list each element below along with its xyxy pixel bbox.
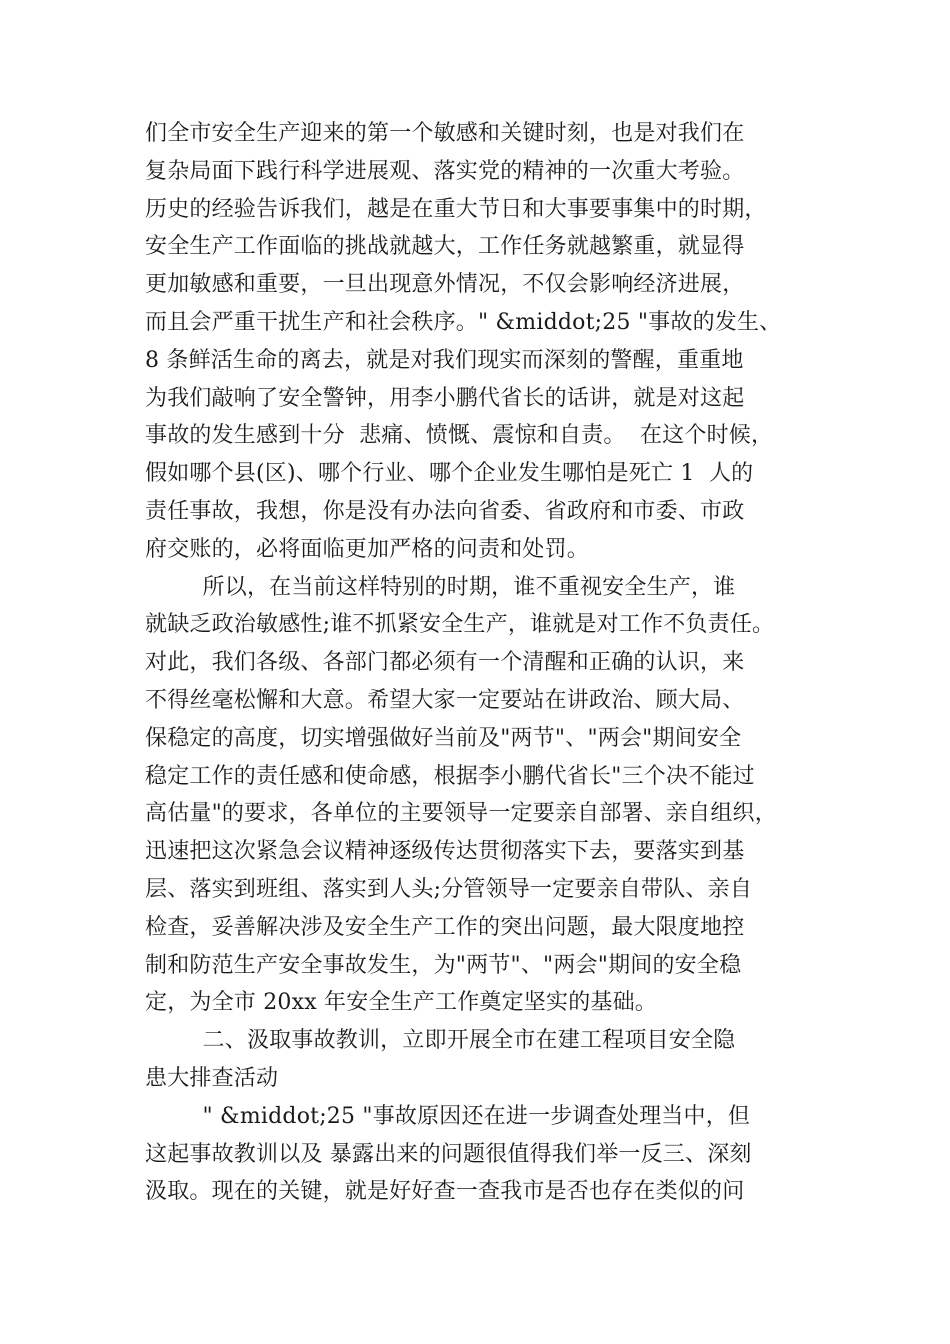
text-line: 保稳定的高度，切实增强做好当前及"两节"、"两会"期间安全 xyxy=(145,725,742,751)
text-line: 历史的经验告诉我们，越是在重大节日和大事要事集中的时期， xyxy=(145,196,767,222)
body-text xyxy=(145,115,845,1211)
text-line: 们全市安全生产迎来的第一个敏感和关键时刻，也是对我们在 xyxy=(145,121,745,146)
text-line: 所以，在当前这样特别的时期，谁不重视安全生产，谁 xyxy=(145,574,736,600)
text-line: 复杂局面下践行科学进展观、落实党的精神的一次重大考验。 xyxy=(145,158,745,184)
text-line: 为我们敲响了安全警钟，用李小鹏代省长的话讲，就是对这起 xyxy=(145,385,745,411)
text-line: 责任事故，我想，你是没有办法向省委、省政府和市委、市政 xyxy=(145,498,745,524)
text-line: 不得丝毫松懈和大意。希望大家一定要站在讲政治、顾大局、 xyxy=(145,687,745,713)
text-line: 假如哪个县(区)、哪个行业、哪个企业发生哪怕是死亡 1 人的 xyxy=(145,461,754,487)
text-line: 高估量"的要求，各单位的主要领导一定要亲自部署、亲自组织， xyxy=(145,801,777,827)
text-line: 对此，我们各级、各部门都必须有一个清醒和正确的认识，来 xyxy=(145,650,745,676)
text-line: 定，为全市 20xx 年安全生产工作奠定坚实的基础。 xyxy=(145,990,657,1016)
text-line: 这起事故教训以及 暴露出来的问题很值得我们举一反三、深刻 xyxy=(145,1141,752,1167)
section-heading: 二、汲取事故教训，立即开展全市在建工程项目安全隐 xyxy=(145,1028,736,1054)
text-line: 检查，妥善解决涉及安全生产工作的突出问题，最大限度地控 xyxy=(145,914,745,940)
section-heading: 患大排查活动 xyxy=(145,1065,279,1091)
text-line: 安全生产工作面临的挑战就越大，工作任务就越繁重，就显得 xyxy=(145,234,745,260)
text-line: 层、落实到班组、落实到人头;分管领导一定要亲自带队、亲自 xyxy=(145,876,753,902)
text-line: " &middot;25 "事故原因还在进一步调查处理当中，但 xyxy=(145,1103,751,1129)
text-line: 制和防范生产安全事故发生，为"两节"、"两会"期间的安全稳 xyxy=(145,952,742,978)
text-line: 事故的发生感到十分 悲痛、愤慨、震惊和自责。 在这个时候， xyxy=(145,423,774,449)
text-line: 8 条鲜活生命的离去，就是对我们现实而深刻的警醒，重重地 xyxy=(145,347,744,373)
text-line: 而且会严重干扰生产和社会秩序。" &middot;25 "事故的发生、 xyxy=(145,309,782,335)
text-line: 府交账的，必将面临更加严格的问责和处罚。 xyxy=(145,536,590,562)
text-line: 就缺乏政治敏感性;谁不抓紧安全生产，谁就是对工作不负责任。 xyxy=(145,612,775,638)
text-line: 更加敏感和重要，一旦出现意外情况，不仅会影响经济进展， xyxy=(145,272,745,298)
text-line: 迅速把这次紧急会议精神逐级传达贯彻落实下去，要落实到基 xyxy=(145,839,745,865)
text-line: 汲取。现在的关键，就是好好查一查我市是否也存在类似的问 xyxy=(145,1179,745,1205)
text-line: 稳定工作的责任感和使命感，根据李小鹏代省长"三个决不能过 xyxy=(145,763,755,789)
